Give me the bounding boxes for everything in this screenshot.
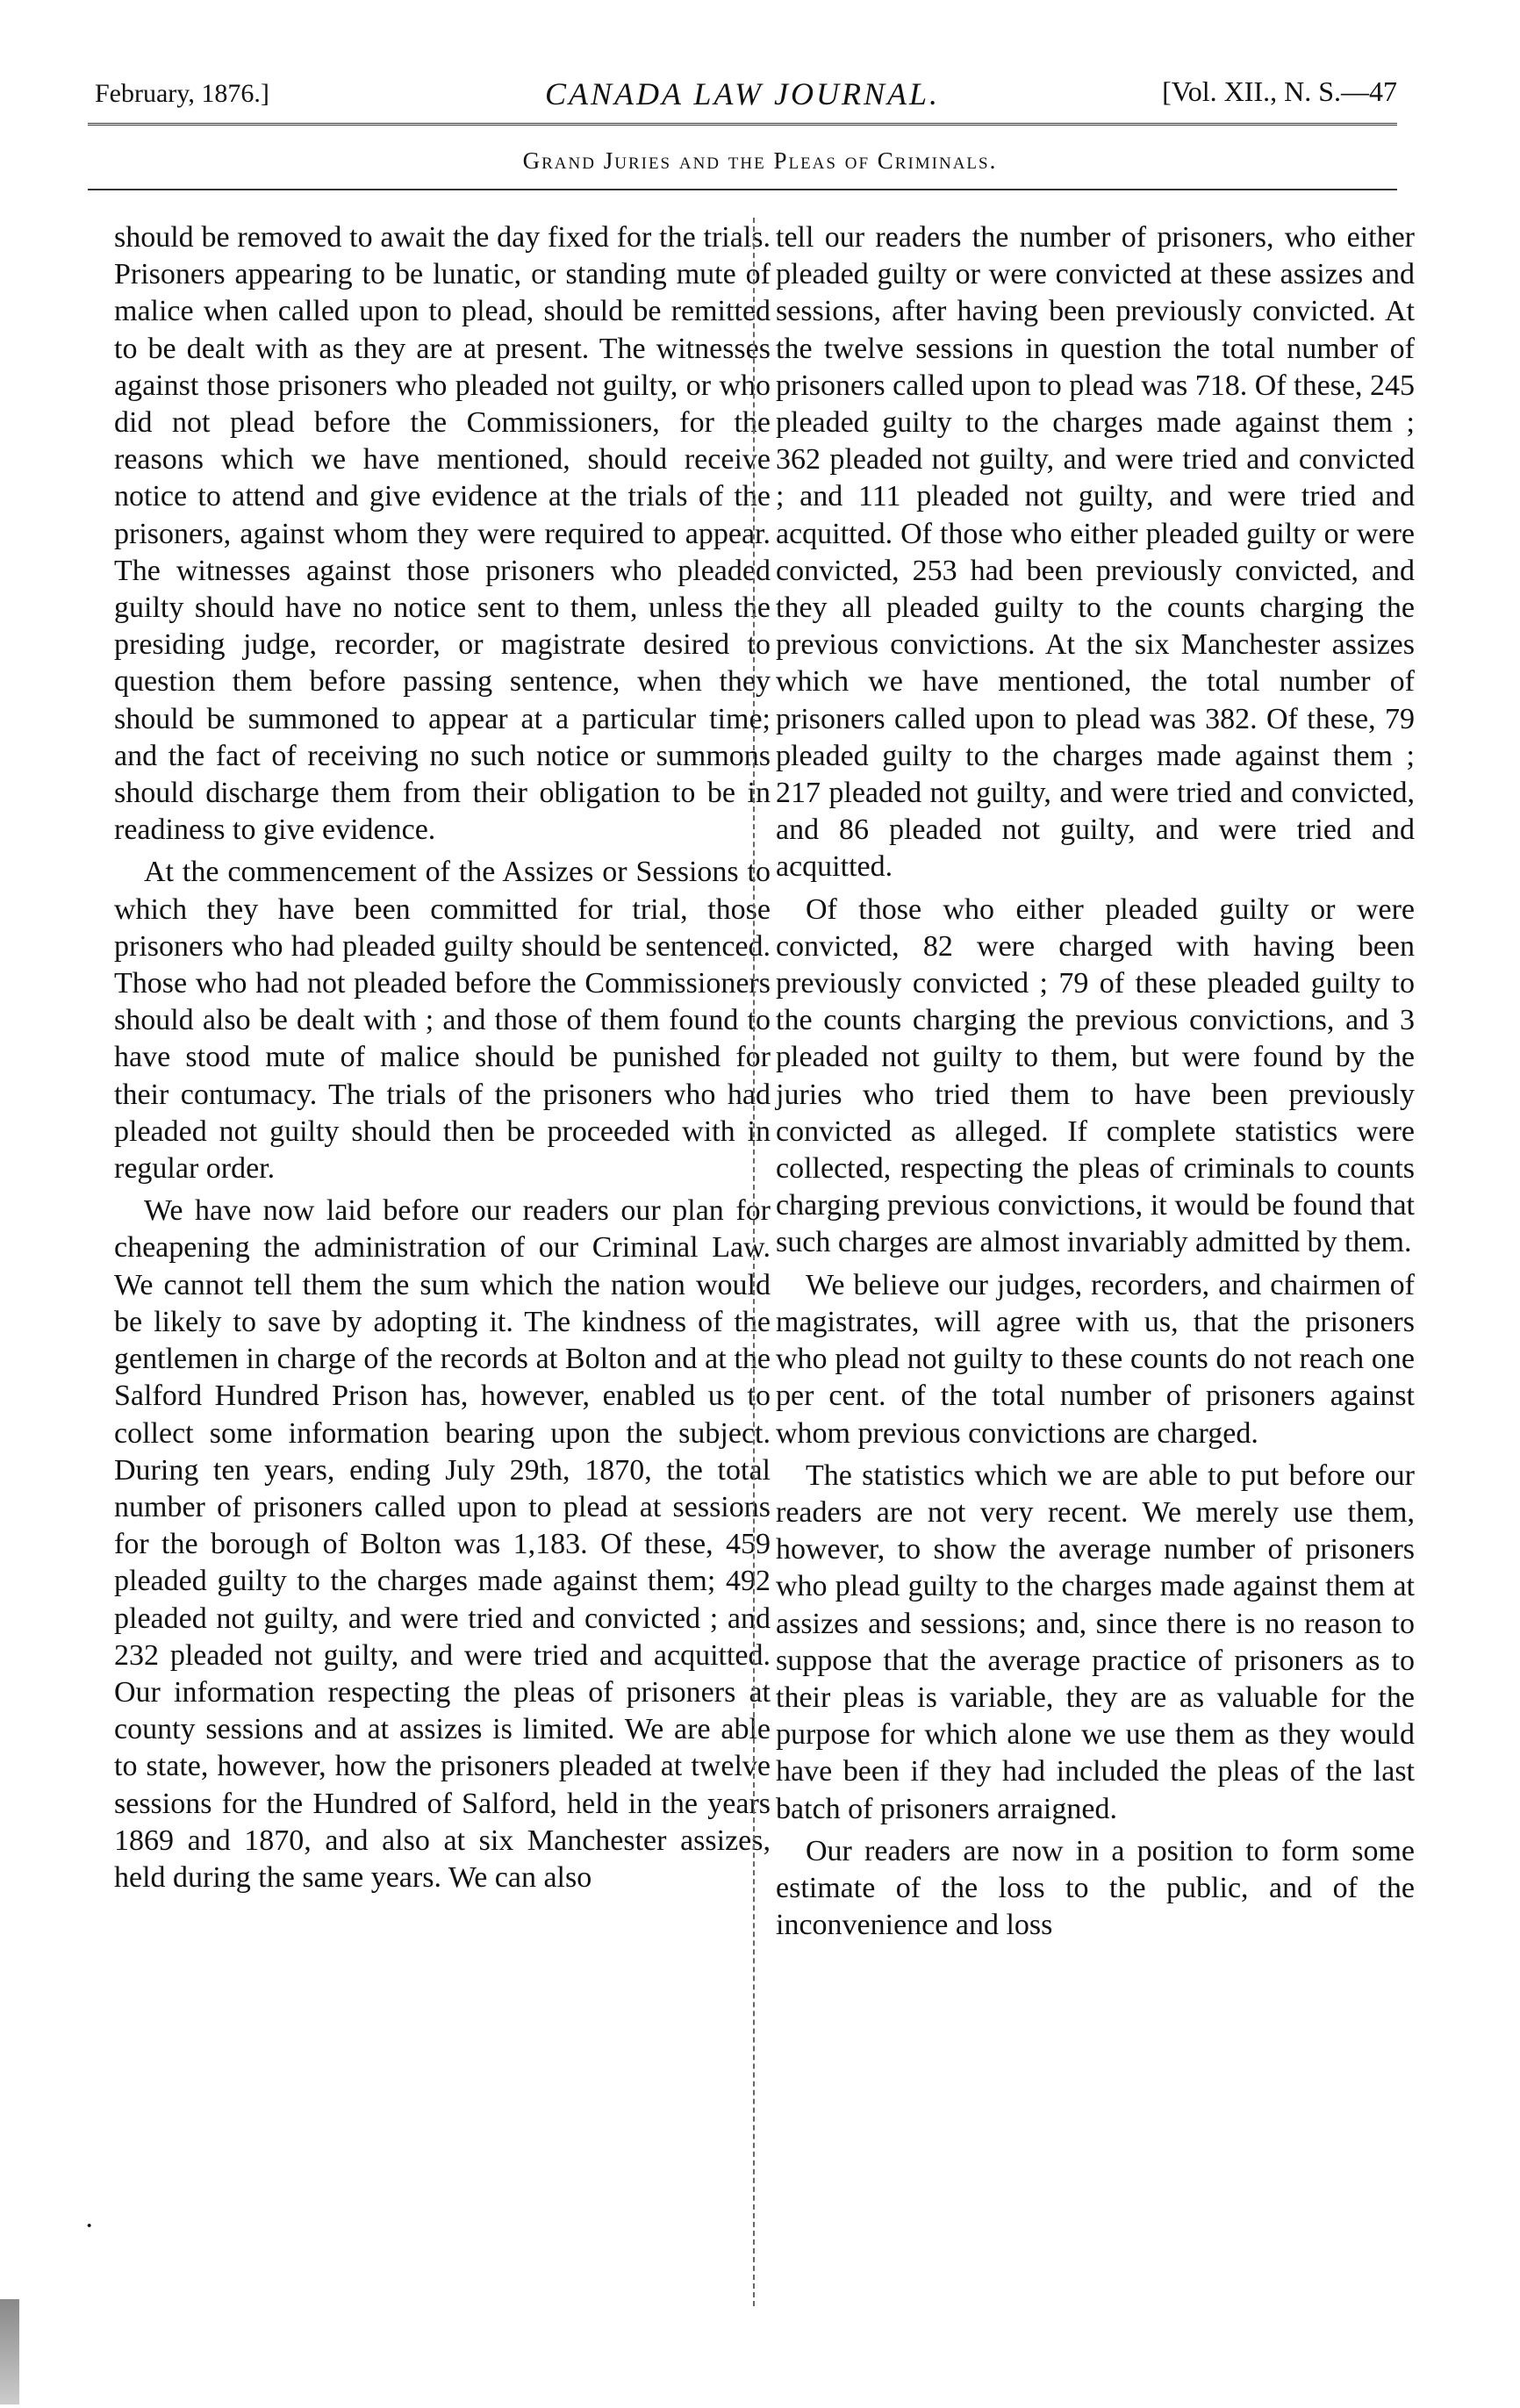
right-paragraph-5: Our readers are now in a position to form some estimate of the loss to the public, and of the inconvenience and loss xyxy=(776,1834,1415,1942)
header-volume: [Vol. XII., N. S.—47 xyxy=(1162,75,1397,107)
margin-dot: · xyxy=(84,2210,95,2242)
header-rule xyxy=(88,123,1397,129)
article-subtitle: Grand Juries and the Pleas of Criminals. xyxy=(522,147,998,174)
right-column xyxy=(776,219,1415,1949)
page-edge-shadow xyxy=(0,2299,19,2404)
left-column xyxy=(114,219,771,1902)
left-paragraph-1: should be removed to await the day fixed for the trials. Prisoners appearing to be lunatic, or standing mute of malice when called upon to plead, should be remitted to be dealt with as they are at present. The witnesses against those prisoners who pleaded not guilty, or who did not plead before the Commissioners, for the reasons which we have mentioned, should receive notice to attend and give evidence at the trials of the prisoners, against whom they were required to appear. The witnesses against those prisoners who pleaded guilty should have no notice sent to them, unless the presiding judge, recorder, or magistrate desired to question them before passing sentence, when they should be summoned to appear at a particular time; and the fact of receiving no such notice or summons should discharge them from their obligation to be in readiness to give evidence. xyxy=(114,221,771,847)
journal-title: CANADA LAW JOURNAL. xyxy=(545,76,940,111)
subtitle-rule xyxy=(88,189,1397,190)
right-paragraph-3: We believe our judges, recorders, and chairmen of magistrates, will agree with us, that the prisoners who plead not guilty to these counts do not reach one per cent. of the total number of prisoners against whom previous convictions are charged. xyxy=(776,1268,1415,1450)
header-date: February, 1876.] xyxy=(95,79,269,108)
right-paragraph-1: tell our readers the number of prisoners, who either pleaded guilty or were convicted at these assizes and sessions, after having been previously convicted. At the twelve sessions in question the total number of prisoners called upon to plead was 718. Of these, 245 pleaded guilty to the charges made against them ; 362 pleaded not guilty, and were tried and convicted ; and 111 pleaded not guilty, and were tried and acquitted. Of those who either pleaded guilty or were convicted, 253 had been previously convicted, and they all pleaded guilty to the counts charging the previous convictions. At the six Manchester assizes which we have mentioned, the total number of prisoners called upon to plead was 382. Of these, 79 pleaded guilty to the charges made against them ; 217 pleaded not guilty, and were tried and convicted, and 86 pleaded not guilty, and were tried and acquitted. xyxy=(776,221,1415,884)
running-header xyxy=(88,63,1397,116)
left-paragraph-2: At the commencement of the Assizes or Sessions to which they have been committed for trial, those prisoners who had pleaded guilty should be sentenced. Those who had not pleaded before the Commissioners should also be dealt with ; and those of them found to have stood mute of malice should be punished for their contumacy. The trials of the prisoners who had pleaded not guilty should then be proceeded with in regular order. xyxy=(114,856,771,1186)
column-divider xyxy=(753,218,755,2306)
left-paragraph-3: We have now laid before our readers our plan for cheapening the administration of our Criminal Law. We cannot tell them the sum which the nation would be likely to save by adopting it. The kindness of the gentlemen in charge of the records at Bolton and at the Salford Hundred Prison has, however, enabled us to collect some information bearing upon the subject. During ten years, ending July 29th, 1870, the total number of prisoners called upon to plead at sessions for the borough of Bolton was 1,183. Of these, 459 pleaded guilty to the charges made against them; 492 pleaded not guilty, and were tried and convicted ; and 232 pleaded not guilty, and were tried and acquitted. Our information respecting the pleas of prisoners at county sessions and at assizes is limited. We are able to state, however, how the prisoners pleaded at twelve sessions for the Hundred of Salford, held in the years 1869 and 1870, and also at six Manchester assizes, held during the same years. We can also xyxy=(114,1194,771,1894)
right-paragraph-2: Of those who either pleaded guilty or were convicted, 82 were charged with having been previously convicted ; 79 of these pleaded guilty to the counts charging the previous convictions, and 3 pleaded not guilty to them, but were found by the juries who tried them to have been previously convicted as alleged. If complete statistics were collected, respecting the pleas of criminals to counts charging previous convictions, it would be found that such charges are almost invariably admitted by them. xyxy=(776,892,1415,1259)
right-paragraph-4: The statistics which we are able to put before our readers are not very recent. We merely use them, however, to show the average number of prisoners who plead guilty to the charges made against them at assizes and sessions; and, since there is no reason to suppose that the average practice of prisoners as to their pleas is variable, they are as valuable for the purpose for which alone we use them as they would have been if they had included the pleas of the last batch of prisoners arraigned. xyxy=(776,1458,1415,1825)
